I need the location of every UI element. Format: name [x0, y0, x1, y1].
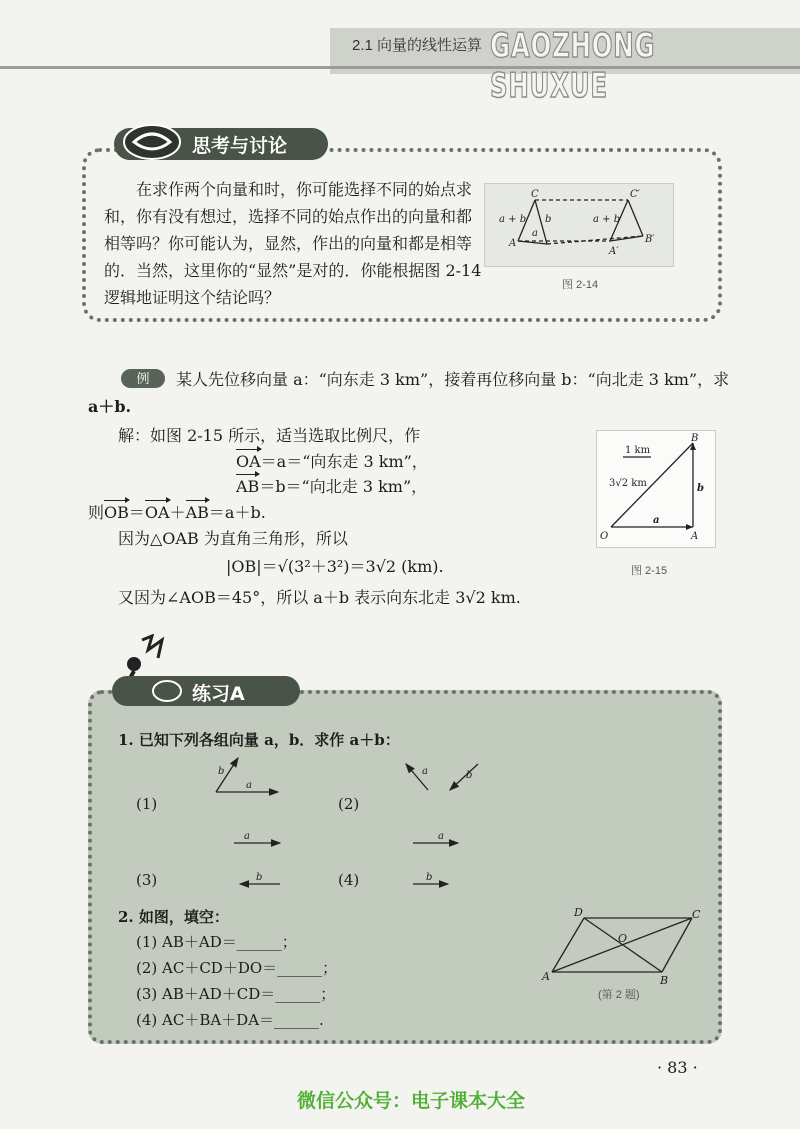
label-a-plus-b-2: a + b: [593, 214, 621, 225]
ob-eq: ＝: [128, 503, 145, 522]
p2-label-b: b: [466, 770, 473, 781]
solution-ab-line: [236, 476, 427, 498]
vector-ab-2: AB: [185, 503, 209, 522]
solution-ob-line: [88, 502, 266, 524]
label-B-prime: B′: [645, 234, 655, 245]
q2-parallelogram-figure: [540, 904, 706, 988]
think-discuss-logo-icon: [120, 122, 190, 162]
label-C: C: [531, 189, 539, 200]
figure-2-14: [484, 183, 674, 267]
solution-intro: 解：如图 2-15 所示，适当选取比例尺，作: [118, 426, 421, 445]
label-B: B: [691, 433, 699, 444]
exercise-q2: 2. 如图，填空：: [118, 908, 229, 926]
exercise-q2-item-1: (1) AB＋AD＝______；: [136, 933, 297, 951]
figure-2-15: [596, 430, 716, 548]
label-a: a: [532, 228, 538, 239]
figure-2-15-caption: 图 2-15: [631, 565, 668, 577]
exercise-part-2: (2): [338, 795, 360, 813]
example-problem-line1: 某人先位移向量 a：“向东走 3 km”，接着再位移向量 b：“向北走 3 km”，求: [176, 370, 730, 389]
exercise-part-4: (4): [338, 871, 360, 889]
exercise-q2-item-2: (2) AC＋CD＋DO＝______；: [136, 959, 338, 977]
exercise-vector-pairs: [200, 752, 480, 902]
ob-prefix: 则: [88, 503, 105, 522]
arrowhead-a: [686, 524, 693, 530]
exercise-q1: 1. 已知下列各组向量 a，b．求作 a＋b：: [118, 731, 400, 749]
q2-label-C: C: [692, 908, 701, 921]
solution-right-triangle: 因为△OAB 为直角三角形，所以: [118, 529, 348, 548]
ob-end: ＝a＋b.: [208, 503, 266, 522]
series-wordmark: GAOZHONG SHUXUE: [490, 26, 656, 106]
q2-label-A: A: [542, 970, 550, 983]
p4-label-b: b: [426, 872, 433, 883]
p1-label-a: a: [246, 780, 252, 791]
solution-oa-text: ＝a＝“向东走 3 km”，: [260, 452, 428, 471]
exercise-part-1: (1): [136, 795, 158, 813]
label-b: b: [697, 483, 704, 494]
think-discuss-text: 在求作两个向量和时，你可能选择不同的始点求和，你有没有想过，选择不同的始点作出的向量和都相等吗？你可能认为，显然，作出的向量和都是相等的．当然，这里你的“显然”是对的．你能根据图 2-14 逻辑地证明这个结论吗？: [104, 180, 482, 307]
p4-label-a: a: [438, 831, 444, 842]
example-problem-line2: a＋b.: [88, 397, 132, 416]
parallelogram-shift-diagram: [485, 184, 673, 266]
solution-oa-line: [236, 451, 428, 473]
label-A: A: [691, 531, 699, 542]
p2-vector-b: [450, 764, 478, 790]
exercise-part-3: (3): [136, 871, 158, 889]
label-O: O: [600, 531, 609, 542]
q2-label-D: D: [574, 906, 583, 919]
exercise-title: 练习A: [192, 683, 245, 705]
label-a: a: [653, 515, 660, 526]
solution-conclusion: 又因为∠AOB＝45°，所以 a＋b 表示向东北走 3√2 km.: [118, 588, 521, 607]
label-distance: 3√2 km: [609, 478, 647, 489]
page-number: · 83 ·: [657, 1058, 698, 1077]
label-C-prime: C′: [630, 189, 640, 200]
vector-oa-2: OA: [144, 503, 170, 522]
vector-ob: OB: [104, 503, 129, 522]
label-a-plus-b-1: a + b: [499, 214, 527, 225]
example-badge: 例: [121, 369, 165, 388]
figure-2-14-caption: 图 2-14: [562, 279, 599, 291]
p2-label-a: a: [422, 766, 428, 777]
label-scale: 1 km: [625, 445, 651, 456]
exercise-tab-logo-icon: [150, 678, 184, 704]
right-triangle-diagram: [597, 431, 715, 547]
q2-label-O: O: [618, 932, 628, 945]
solution-ab-text: ＝b＝“向北走 3 km”，: [259, 477, 428, 496]
q2-figure-caption: (第 2 题): [598, 989, 640, 1001]
exercise-q2-item-4: (4) AC＋BA＋DA＝______.: [136, 1011, 324, 1029]
wechat-watermark: 微信公众号：电子课本大全: [297, 1090, 526, 1112]
p1-label-b: b: [218, 766, 225, 777]
vector-oa: OA: [236, 452, 261, 471]
solution-magnitude: |OB|＝√(3²＋3²)＝3√2 (km).: [226, 557, 444, 576]
p3-label-a: a: [244, 831, 250, 842]
exercise-q2-item-3: (3) AB＋AD＋CD＝______；: [136, 985, 336, 1003]
p3-label-b: b: [256, 872, 263, 883]
section-title: 2.1 向量的线性运算: [352, 37, 483, 54]
label-b: b: [545, 214, 552, 225]
ob-plus: ＋: [169, 503, 186, 522]
vector-ab: AB: [236, 477, 260, 496]
q2-label-B: B: [660, 974, 669, 987]
arrowhead-b: [690, 443, 696, 450]
label-A: A: [509, 238, 517, 249]
label-A-prime: A′: [609, 246, 619, 257]
think-discuss-title: 思考与讨论: [192, 135, 288, 157]
